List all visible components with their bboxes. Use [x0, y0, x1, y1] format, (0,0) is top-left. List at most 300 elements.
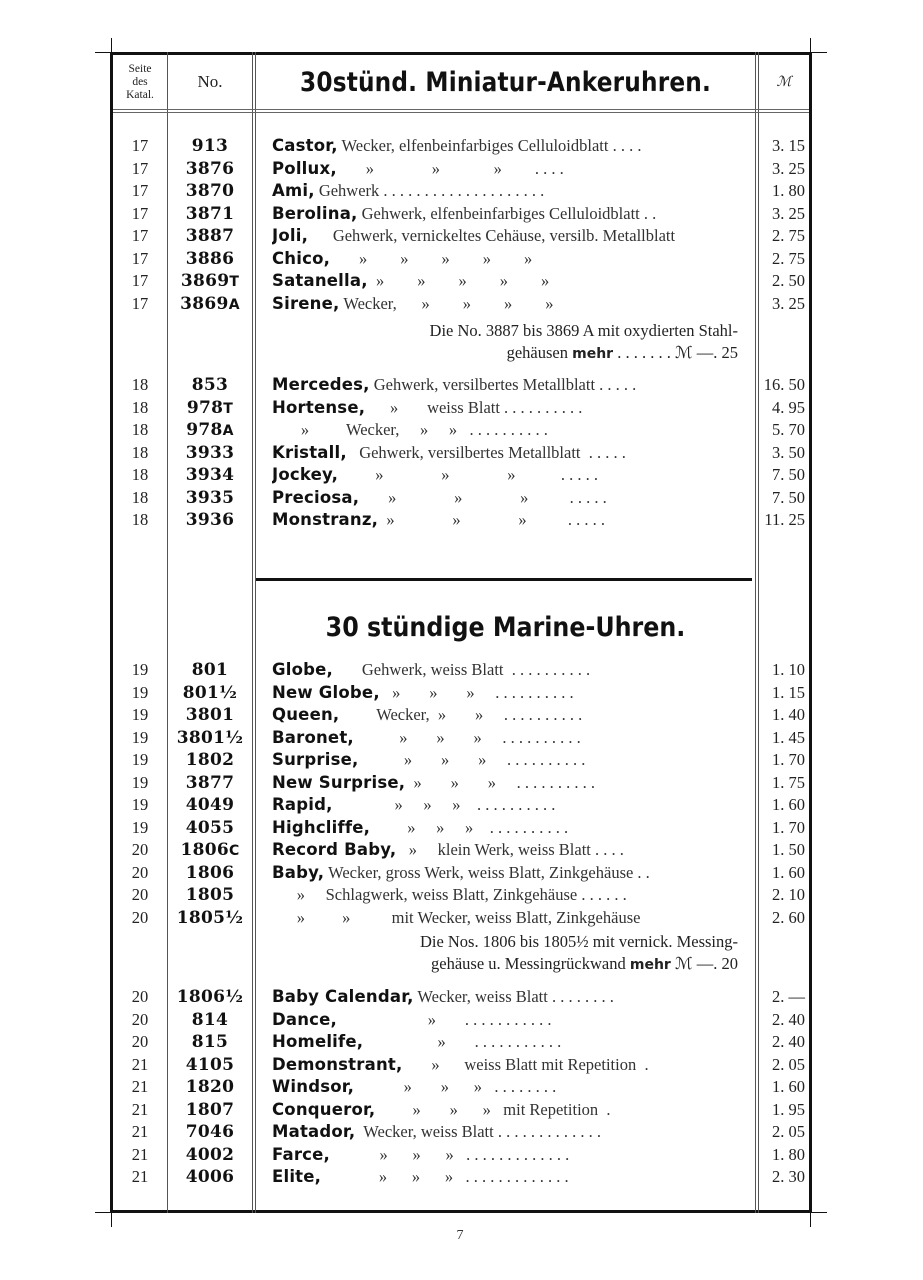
- model-name: Jockey,: [272, 465, 339, 484]
- registration-mark: [95, 1212, 110, 1213]
- item-number: 3934: [185, 465, 235, 485]
- price-cell: 2. 05: [772, 1054, 805, 1074]
- item-number-cell: [168, 1166, 252, 1189]
- catalog-page-cell: 20: [131, 987, 149, 1006]
- price-cell: 16. 50: [763, 375, 805, 394]
- model-name: Mercedes,: [272, 375, 370, 394]
- header-page-line: Seite: [128, 62, 152, 75]
- table-row: [113, 1144, 809, 1166]
- table-row: [113, 509, 809, 531]
- description-cell: [272, 727, 742, 749]
- catalog-page-cell: 17: [131, 271, 149, 290]
- item-number-cell: [168, 487, 252, 510]
- catalog-page-cell: 19: [131, 795, 149, 814]
- catalog-page-cell: 18: [131, 510, 149, 529]
- model-name: Baby,: [272, 862, 325, 882]
- model-details: » » mit Wecker, weiss Blatt, Zinkgehäuse: [272, 907, 641, 927]
- price-cell: 5. 70: [772, 420, 805, 439]
- table-row: [113, 682, 809, 704]
- model-details: » Schlagwerk, weiss Blatt, Zinkgehäuse . . . . . .: [272, 885, 627, 904]
- price-cell: 1. 75: [772, 772, 805, 792]
- description-cell: [272, 203, 742, 225]
- model-name: Satanella,: [272, 271, 368, 290]
- note-price: . . . . . . . ℳ —. 25: [613, 343, 738, 362]
- header-page-column: [113, 55, 167, 109]
- model-name: Sirene,: [272, 293, 340, 313]
- table-row: [113, 464, 809, 486]
- catalog-page-cell: 19: [131, 660, 149, 679]
- item-number-cell: [168, 659, 252, 682]
- registration-mark: [810, 1213, 811, 1227]
- description-cell: [272, 442, 742, 464]
- table-row: [113, 1099, 809, 1121]
- catalog-page-cell: 18: [131, 442, 149, 462]
- description-cell: [272, 1144, 742, 1166]
- catalog-page-cell: 19: [131, 682, 149, 702]
- item-number-cell: [168, 180, 252, 203]
- price-cell: 2. 60: [772, 907, 805, 927]
- description-cell: [272, 419, 742, 441]
- catalog-page-cell: 20: [131, 1032, 149, 1051]
- registration-mark: [111, 38, 112, 52]
- model-details: » » » . . . . . . . . . . . . .: [325, 1167, 569, 1186]
- catalog-page-cell: 18: [131, 397, 149, 417]
- item-number: 3869: [180, 293, 229, 314]
- item-number: 3876: [185, 158, 235, 179]
- table-row: [113, 1054, 809, 1076]
- registration-mark: [810, 38, 811, 52]
- header-page-line: des: [132, 75, 148, 88]
- catalog-page-cell: 21: [131, 1077, 149, 1096]
- description-cell: [272, 1166, 742, 1188]
- note-bold-more: mehr: [629, 957, 671, 973]
- item-number: 1806: [180, 840, 229, 860]
- description-cell: [272, 884, 742, 906]
- catalog-page-cell: 17: [131, 203, 149, 223]
- item-number: 3936: [185, 510, 235, 530]
- item-number: 1805½: [176, 907, 244, 928]
- table-row: [113, 180, 809, 202]
- model-details: » » » . . . . . . . . . .: [383, 682, 574, 702]
- catalog-page-cell: 17: [131, 158, 149, 178]
- table-row: [113, 293, 809, 315]
- catalog-page-cell: 20: [131, 1009, 149, 1029]
- table-row: [113, 248, 809, 270]
- price-cell: 1. 10: [772, 660, 805, 679]
- item-number: 1806½: [176, 987, 244, 1007]
- model-details: » weiss Blatt . . . . . . . . . .: [369, 397, 583, 417]
- table-row: [113, 135, 809, 157]
- table-row: [113, 727, 809, 749]
- description-cell: [272, 749, 742, 771]
- price-cell: 1. 40: [772, 705, 805, 724]
- model-details: Gehwerk . . . . . . . . . . . . . . . . . . . .: [318, 181, 545, 200]
- table-row: [113, 1009, 809, 1031]
- description-cell: [272, 270, 742, 292]
- description-cell: [272, 374, 742, 396]
- model-details: » klein Werk, weiss Blatt . . . .: [400, 840, 624, 859]
- catalog-page-cell: 19: [131, 772, 149, 792]
- item-number-cell: [168, 135, 252, 158]
- item-number: 3877: [185, 772, 235, 793]
- price-cell: 1. 50: [772, 840, 805, 859]
- description-cell: [272, 862, 742, 884]
- section2-note-line1: Die Nos. 1806 bis 1805½ mit vernick. Messing-: [419, 932, 738, 951]
- model-details: » » » . . . .: [340, 158, 564, 178]
- model-name: Chico,: [272, 248, 331, 268]
- catalog-page-cell: 18: [131, 375, 149, 394]
- item-number: 4049: [185, 795, 235, 815]
- item-number: 3801½: [176, 727, 244, 748]
- section-title-marine: 30 stündige Marine-Uhren.: [325, 612, 686, 643]
- catalog-page-cell: 21: [131, 1167, 149, 1186]
- item-number-cell: [168, 749, 252, 772]
- table-row: [113, 907, 809, 929]
- model-details: » » » . . . . .: [342, 465, 598, 484]
- price-cell: 1. 60: [772, 795, 805, 814]
- table-row: [113, 794, 809, 816]
- description-cell: [272, 986, 742, 1008]
- description-cell: [272, 682, 742, 704]
- model-details: » » » mit Repetition .: [379, 1099, 611, 1119]
- model-name: Homelife,: [272, 1032, 364, 1051]
- section2-note-line2: [256, 953, 738, 976]
- item-number: 3871: [185, 203, 235, 224]
- note-text: gehäusen: [506, 343, 568, 362]
- table-row: [113, 862, 809, 884]
- price-cell: 3. 15: [772, 136, 805, 155]
- price-cell: 3. 50: [772, 442, 805, 462]
- item-number: 1802: [185, 750, 235, 770]
- description-cell: [272, 397, 742, 419]
- catalog-page-cell: 20: [131, 862, 149, 882]
- description-cell: [272, 704, 742, 726]
- catalog-page-cell: 19: [131, 750, 149, 769]
- model-name: Farce,: [272, 1144, 331, 1164]
- item-number: 1805: [185, 885, 235, 905]
- item-number-cell: [168, 1009, 252, 1032]
- table-row: [113, 749, 809, 771]
- price-cell: 1. 70: [772, 750, 805, 769]
- item-number-cell: [168, 509, 252, 532]
- table-row: [113, 442, 809, 464]
- price-cell: 2. 10: [772, 885, 805, 904]
- item-number: 853: [191, 375, 229, 395]
- model-name: Elite,: [272, 1167, 322, 1186]
- description-cell: [272, 135, 742, 157]
- model-details: Wecker, elfenbeinfarbiges Celluloidblatt . . . .: [341, 136, 642, 155]
- model-name: Conqueror,: [272, 1099, 376, 1119]
- description-cell: [272, 487, 742, 509]
- price-cell: 2. 40: [772, 1009, 805, 1029]
- item-number: 4002: [185, 1144, 235, 1165]
- table-row: [113, 1166, 809, 1188]
- item-number: 3869: [180, 271, 230, 291]
- table-row: [113, 839, 809, 861]
- catalog-page-cell: 17: [131, 248, 149, 268]
- item-number-cell: [168, 772, 252, 795]
- model-details: Gehwerk, vernickeltes Cehäuse, versilb. Metallblatt: [312, 226, 676, 245]
- description-cell: [272, 1054, 742, 1076]
- item-number: 4105: [185, 1054, 235, 1075]
- price-cell: 1. 70: [772, 817, 805, 837]
- item-number-cell: [168, 884, 252, 907]
- item-number: 801: [191, 660, 229, 680]
- model-name: Monstranz,: [272, 510, 379, 529]
- item-number-cell: [168, 464, 252, 487]
- item-number: 978: [186, 420, 223, 440]
- item-number-cell: [168, 397, 252, 420]
- item-number-cell: [168, 817, 252, 840]
- model-name: Kristall,: [272, 442, 347, 462]
- description-cell: [272, 1121, 742, 1143]
- registration-mark: [111, 1213, 112, 1227]
- description-cell: [272, 772, 742, 794]
- table-row: [113, 397, 809, 419]
- price-cell: 3. 25: [772, 158, 805, 178]
- model-name: Ami,: [272, 181, 315, 200]
- table-row: [113, 374, 809, 396]
- item-number-cell: [168, 1076, 252, 1099]
- price-cell: 1. 95: [772, 1099, 805, 1119]
- table-row: [113, 817, 809, 839]
- model-details: » » » . . . . . . . . . .: [336, 795, 556, 814]
- header-price-column-mark: ℳ: [776, 74, 792, 90]
- catalog-page-cell: 21: [131, 1099, 149, 1119]
- model-details: » » » . . . . . . . . . .: [358, 727, 581, 747]
- item-number-cell: [168, 682, 252, 705]
- catalog-page-cell: 17: [131, 293, 149, 313]
- model-name: New Surprise,: [272, 772, 406, 792]
- price-cell: 7. 50: [772, 487, 805, 507]
- model-details: Gehwerk, versilbertes Metallblatt . . . . .: [373, 375, 637, 394]
- model-name: Berolina,: [272, 203, 358, 223]
- model-details: » » » . . . . . . . . . .: [362, 750, 586, 769]
- model-details: Gehwerk, versilbertes Metallblatt . . . . .: [350, 442, 626, 462]
- model-name: Baronet,: [272, 727, 354, 747]
- table-row: [113, 158, 809, 180]
- table-row: [113, 203, 809, 225]
- item-number-suffix: A: [228, 296, 240, 313]
- item-number-suffix: T: [229, 274, 240, 290]
- item-number: 4006: [185, 1167, 235, 1187]
- item-number: 1806: [185, 862, 235, 883]
- header-page-line: Katal.: [126, 88, 154, 101]
- description-cell: [272, 659, 742, 681]
- model-details: » Wecker, » » . . . . . . . . . .: [272, 420, 548, 439]
- table-row: [113, 772, 809, 794]
- description-cell: [272, 1076, 742, 1098]
- description-cell: [272, 1009, 742, 1031]
- model-details: » » » . . . . .: [382, 510, 605, 529]
- item-number-cell: [168, 1031, 252, 1054]
- item-number: 814: [191, 1009, 229, 1030]
- item-number-cell: [168, 270, 252, 293]
- description-cell: [272, 248, 742, 270]
- catalog-page-cell: 18: [131, 487, 149, 507]
- price-cell: 2. 30: [772, 1167, 805, 1186]
- description-cell: [272, 464, 742, 486]
- registration-mark: [812, 52, 827, 53]
- section-divider: [256, 578, 752, 581]
- item-number-cell: [168, 986, 252, 1009]
- table-row: [113, 1031, 809, 1053]
- model-details: Wecker, weiss Blatt . . . . . . . .: [417, 987, 614, 1006]
- price-cell: 1. 45: [772, 727, 805, 747]
- catalog-page-cell: 20: [131, 885, 149, 904]
- model-name: Castor,: [272, 136, 338, 155]
- item-number-cell: [168, 158, 252, 181]
- item-number-cell: [168, 374, 252, 397]
- item-number-cell: [168, 293, 252, 316]
- item-number-cell: [168, 419, 252, 442]
- registration-mark: [95, 52, 110, 53]
- price-cell: 3. 25: [772, 203, 805, 223]
- table-row: [113, 659, 809, 681]
- model-name: Highcliffe,: [272, 817, 371, 837]
- price-cell: 4. 95: [772, 397, 805, 417]
- description-cell: [272, 225, 742, 247]
- table-row: [113, 225, 809, 247]
- model-details: » » » . . . . .: [363, 487, 607, 507]
- item-number: 4055: [185, 817, 235, 838]
- description-cell: [272, 1031, 742, 1053]
- model-details: Wecker, gross Werk, weiss Blatt, Zinkgehäuse . .: [328, 862, 650, 882]
- item-number-cell: [168, 839, 252, 862]
- model-name: New Globe,: [272, 682, 380, 702]
- model-name: Matador,: [272, 1122, 356, 1141]
- item-number: 1820: [185, 1077, 235, 1097]
- description-cell: [272, 907, 742, 929]
- description-cell: [272, 158, 742, 180]
- table-row: [113, 986, 809, 1008]
- item-number-suffix: T: [223, 400, 234, 417]
- description-cell: [272, 794, 742, 816]
- item-number: 7046: [185, 1122, 235, 1142]
- catalog-page-cell: 20: [131, 907, 149, 927]
- price-cell: 2. 50: [772, 271, 805, 290]
- table-row: [113, 487, 809, 509]
- model-name: Demonstrant,: [272, 1054, 403, 1074]
- item-number-cell: [168, 248, 252, 271]
- description-cell: [272, 1099, 742, 1121]
- item-number: 3886: [185, 248, 235, 269]
- table-row: [113, 270, 809, 292]
- description-cell: [272, 293, 742, 315]
- table-row: [113, 884, 809, 906]
- catalog-page-cell: 21: [131, 1144, 149, 1164]
- price-cell: 11. 25: [764, 510, 805, 529]
- model-name: Baby Calendar,: [272, 987, 414, 1006]
- model-name: Joli,: [272, 226, 309, 245]
- header-rule: [113, 109, 809, 113]
- price-cell: 2. 05: [772, 1122, 805, 1141]
- catalog-page-cell: 19: [131, 727, 149, 747]
- price-cell: 1. 80: [772, 181, 805, 200]
- model-details: » » » . . . . . . . .: [358, 1077, 557, 1096]
- item-number-cell: [168, 794, 252, 817]
- note-text: gehäuse u. Messingrückwand: [431, 954, 626, 973]
- item-number-cell: [168, 1099, 252, 1122]
- model-name: Record Baby,: [272, 840, 397, 859]
- item-number-cell: [168, 1054, 252, 1077]
- item-number-cell: [168, 907, 252, 930]
- item-number: 978: [186, 397, 224, 418]
- catalog-page-cell: 18: [131, 420, 149, 439]
- item-number-cell: [168, 442, 252, 465]
- price-cell: 2. 75: [772, 226, 805, 245]
- section1-note-line1: Die No. 3887 bis 3869 A mit oxydierten Stahl-: [429, 321, 738, 340]
- price-cell: 3. 25: [772, 293, 805, 313]
- model-name: Surprise,: [272, 750, 359, 769]
- price-cell: 2. 40: [772, 1032, 805, 1051]
- item-number-suffix: A: [222, 423, 234, 439]
- table-row: [113, 1121, 809, 1143]
- section-title-miniatur: 30stünd. Miniatur-Ankeruhren.: [300, 66, 711, 98]
- item-number: 3935: [185, 487, 235, 508]
- model-details: » » » » »: [371, 271, 550, 290]
- price-cell: 2. 75: [772, 248, 805, 268]
- item-number-cell: [168, 1121, 252, 1144]
- item-number: 913: [191, 136, 229, 156]
- catalog-page-cell: 17: [131, 226, 149, 245]
- catalog-page-cell: 20: [131, 840, 149, 859]
- price-cell: 1. 80: [772, 1144, 805, 1164]
- note-price: ℳ —. 20: [670, 954, 738, 973]
- model-details: Gehwerk, elfenbeinfarbiges Celluloidblatt . .: [361, 203, 657, 223]
- model-name: Windsor,: [272, 1077, 355, 1096]
- item-number-cell: [168, 1144, 252, 1167]
- price-cell: 1. 60: [772, 862, 805, 882]
- catalog-page-cell: 21: [131, 1122, 149, 1141]
- table-row: [113, 419, 809, 441]
- page-number: 7: [456, 1228, 464, 1243]
- price-cell: 2. —: [772, 987, 805, 1006]
- item-number-suffix: C: [228, 843, 240, 859]
- model-details: Wecker, » » . . . . . . . . . .: [343, 705, 583, 724]
- model-name: Preciosa,: [272, 487, 360, 507]
- description-cell: [272, 509, 742, 531]
- model-name: Globe,: [272, 660, 334, 679]
- catalog-page-cell: 17: [131, 181, 149, 200]
- price-cell: 1. 15: [772, 682, 805, 702]
- description-cell: [272, 839, 742, 861]
- model-details: » . . . . . . . . . . .: [367, 1032, 562, 1051]
- model-details: Gehwerk, weiss Blatt . . . . . . . . . .: [337, 660, 591, 679]
- item-number: 1807: [185, 1099, 235, 1120]
- model-details: » » » » »: [334, 248, 533, 268]
- model-name: Queen,: [272, 705, 340, 724]
- item-number-cell: [168, 225, 252, 248]
- model-name: Dance,: [272, 1009, 338, 1029]
- description-cell: [272, 180, 742, 202]
- model-details: » » » . . . . . . . . . .: [374, 817, 569, 837]
- registration-mark: [812, 1212, 827, 1213]
- price-cell: 7. 50: [772, 465, 805, 484]
- model-details: Wecker, weiss Blatt . . . . . . . . . . . . .: [359, 1122, 601, 1141]
- item-number-cell: [168, 704, 252, 727]
- model-details: » » » . . . . . . . . . . . . .: [334, 1144, 570, 1164]
- model-details: Wecker, » » » »: [343, 293, 554, 313]
- section1-note-line2: [256, 342, 738, 365]
- item-number-cell: [168, 862, 252, 885]
- item-number: 3933: [185, 442, 235, 463]
- note-bold-more: mehr: [572, 346, 614, 362]
- catalog-page-cell: 21: [131, 1054, 149, 1074]
- item-number: 815: [191, 1032, 229, 1052]
- price-cell: 1. 60: [772, 1077, 805, 1096]
- model-details: » » » . . . . . . . . . .: [409, 772, 595, 792]
